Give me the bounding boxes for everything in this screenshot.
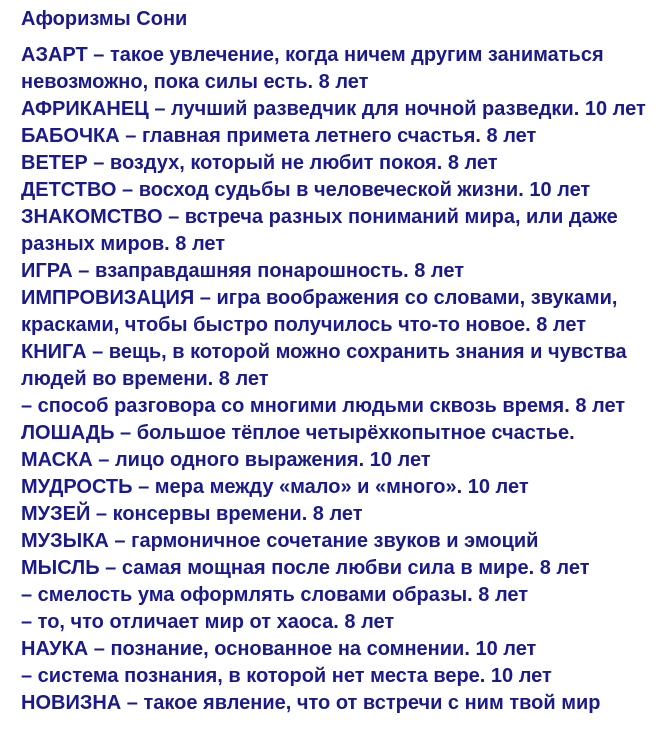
aphorism-term: КНИГА	[21, 341, 87, 363]
aphorism-definition: – такое увлечение, когда ничем другим заниматься невозможно, пока силы есть. 8 лет	[21, 44, 604, 93]
aphorism-entry	[21, 123, 648, 150]
aphorism-definition: – самая мощная после любви сила в мире. 8 лет	[99, 557, 590, 579]
aphorism-definition: – большое тёплое четырёхкопытное счастье.	[114, 422, 575, 444]
aphorism-term: ИМПРОВИЗАЦИЯ	[21, 287, 195, 309]
aphorism-entry	[21, 447, 648, 474]
aphorism-term: БАБОЧКА	[21, 125, 120, 147]
aphorism-definition: – мера между «мало» и «много». 10 лет	[132, 476, 529, 498]
aphorism-entry	[21, 42, 648, 96]
aphorism-entry	[21, 204, 648, 258]
aphorism-term: АЗАРТ	[21, 44, 88, 66]
aphorism-term: МУЗЕЙ	[21, 503, 91, 525]
aphorism-term: ЛОШАДЬ	[21, 422, 115, 444]
aphorism-definition: – консервы времени. 8 лет	[90, 503, 363, 525]
aphorism-entry	[21, 582, 648, 609]
aphorism-definition: – вещь, в которой можно сохранить знания и чувства людей во времени. 8 лет	[21, 341, 627, 390]
aphorism-list	[21, 42, 648, 717]
aphorism-definition: – такое явление, что от встречи с ним твой мир	[121, 692, 601, 714]
aphorism-entry	[21, 474, 648, 501]
aphorism-term: ДЕТСТВО	[21, 179, 117, 201]
aphorism-entry	[21, 528, 648, 555]
aphorism-entry	[21, 177, 648, 204]
aphorism-definition: – познание, основанное на сомнении. 10 лет	[88, 638, 537, 660]
aphorism-term: НОВИЗНА	[21, 692, 122, 714]
aphorism-term: МЫСЛЬ	[21, 557, 100, 579]
aphorism-definition: – встреча разных пониманий мира, или даже разных миров. 8 лет	[21, 206, 618, 255]
aphorism-entry	[21, 663, 648, 690]
aphorism-entry	[21, 285, 648, 339]
aphorism-definition: – смелость ума оформлять словами образы. 8 лет	[21, 584, 529, 606]
aphorism-definition: – система познания, в которой нет места вере. 10 лет	[21, 665, 552, 687]
aphorism-term: АФРИКАНЕЦ	[21, 98, 149, 120]
aphorism-definition: – то, что отличает мир от хаоса. 8 лет	[21, 611, 395, 633]
aphorism-term: ИГРА	[21, 260, 73, 282]
aphorism-entry	[21, 555, 648, 582]
aphorism-entry	[21, 609, 648, 636]
aphorism-term: МУДРОСТЬ	[21, 476, 133, 498]
page-title: Афоризмы Сони	[21, 8, 188, 30]
aphorism-definition: – взаправдашняя понарошность. 8 лет	[72, 260, 464, 282]
aphorism-entry	[21, 501, 648, 528]
aphorism-entry	[21, 150, 648, 177]
aphorism-term: НАУКА	[21, 638, 89, 660]
aphorism-entry	[21, 96, 648, 123]
aphorism-definition: – гармоничное сочетание звуков и эмоций	[108, 530, 539, 552]
aphorism-definition: – игра воображения со словами, звуками, красками, чтобы быстро получилось что-то новое. 8 лет	[21, 287, 618, 336]
aphorism-term: ЗНАКОМСТВО	[21, 206, 163, 228]
aphorism-definition: – главная примета летнего счастья. 8 лет	[119, 125, 537, 147]
aphorism-entry	[21, 258, 648, 285]
aphorism-entry	[21, 393, 648, 420]
aphorism-term: МУЗЫКА	[21, 530, 109, 552]
aphorism-entry	[21, 420, 648, 447]
aphorism-entry	[21, 636, 648, 663]
aphorism-definition: – лучший разведчик для ночной разведки. 10 лет	[148, 98, 646, 120]
aphorism-definition: – лицо одного выражения. 10 лет	[92, 449, 431, 471]
aphorism-term: ВЕТЕР	[21, 152, 88, 174]
aphorism-term: МАСКА	[21, 449, 93, 471]
aphorism-entry	[21, 339, 648, 393]
aphorism-definition: – восход судьбы в человеческой жизни. 10 лет	[116, 179, 591, 201]
aphorism-entry	[21, 690, 648, 717]
aphorism-definition: – способ разговора со многими людьми сквозь время. 8 лет	[21, 395, 626, 417]
aphorism-definition: – воздух, который не любит покоя. 8 лет	[87, 152, 498, 174]
